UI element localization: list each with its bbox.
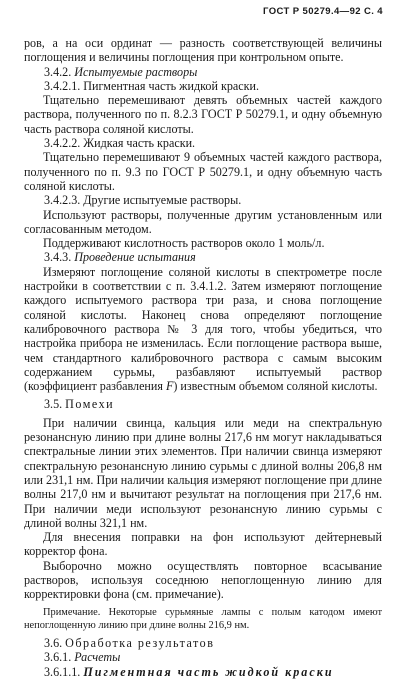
paragraph-other-solutions: Используют растворы, полученные другим установленным или согласованным методом. — [24, 207, 382, 236]
paragraph-repeat-aspiration: Выборочно можно осуществлять повторное всасывание растворов, используя соседнюю непоглощенную линию для корректировки фона (см. примечание). — [24, 558, 382, 602]
paragraph-test-procedure: Измеряют поглощение соляной кислоты в спектрометре после настройки в соответствии с п. 3.4.1.2. Затем измеряют поглощение каждого испытуемого раствора три раза, и снова поглощение соляной кислоты. Наконец снова определяют поглощение калибровочного раствора № 3 для того, чтобы убедиться, что настройка прибора не изменилась. Если поглощение раствора выше, чем стандартного калибровочного раствора с самым высоким содержанием сурьмы, разбавляют испытуемый раствор (коэффициент разбавления F) известным объемом соляной кислоты. — [24, 264, 382, 394]
section-heading-3-5: 3.5. Помехи — [44, 397, 115, 412]
paragraph-acidity: Поддерживают кислотность растворов около 1 моль/л. — [43, 236, 325, 251]
section-heading-3-4-2: 3.4.2. Испытуемые растворы — [44, 64, 198, 79]
subsection-heading-3-4-2-1: 3.4.2.1. Пигментная часть жидкой краски. — [44, 78, 259, 93]
paragraph-interference: При наличии свинца, кальция или меди на спектральную резонансную линию при длине волны 217,6 нм могут накладываться спектральные линии этих элементов. При наличии свинца измеряют спектральную резонансную линию сурьмы с длиной волны 206,8 нм или 231,1 нм. При наличии кальция измеряют поглощение при длине волны 217,0 нм и вычитают результат на поглощения при 217,6 нм. При наличии меди используют резонансную линию сурьмы с длиной волны 321,1 нм. — [24, 415, 382, 530]
section-heading-3-6: 3.6. Обработка результатов — [44, 635, 215, 650]
section-heading-3-4-3: 3.4.3. Проведение испытания — [44, 250, 196, 265]
page-header: ГОСТ Р 50279.4—92 С. 4 — [263, 6, 383, 17]
note: Примечание. Некоторые сурьмяные лампы с полым катодом имеют непоглощенную линию при длине волны 216,9 нм. — [24, 606, 382, 631]
subsection-heading-3-4-2-2: 3.4.2.2. Жидкая часть краски. — [44, 136, 196, 151]
section-heading-3-6-1: 3.6.1. Расчеты — [44, 650, 121, 665]
paragraph-pigment-preparation: Тщательно перемешивают девять объемных частей каждого раствора, полученного по п. 8.2.3 ГОСТ Р 50279.1, и одну объемную часть раствора соляной кислоты. — [24, 93, 382, 136]
document-body — [24, 36, 382, 679]
section-heading-3-6-1-1: 3.6.1.1. Пигментная часть жидкой краски — [44, 664, 334, 679]
paragraph-background-correction: Для внесения поправки на фон используют дейтерневый корректор фона. — [24, 530, 382, 559]
paragraph-liquid-preparation: Тщательно перемешивают 9 объемных частей каждого раствора, полученного по п. 9.3 по ГОСТ Р 50279.1, и одну объемную часть соляной кислоты. — [24, 150, 382, 193]
subsection-heading-3-4-2-3: 3.4.2.3. Другие испытуемые растворы. — [44, 193, 242, 208]
paragraph-continuation: ров, а на оси ординат — разность соответствующей величины поглощения и величины поглощения при контрольном опыте. — [24, 36, 382, 65]
